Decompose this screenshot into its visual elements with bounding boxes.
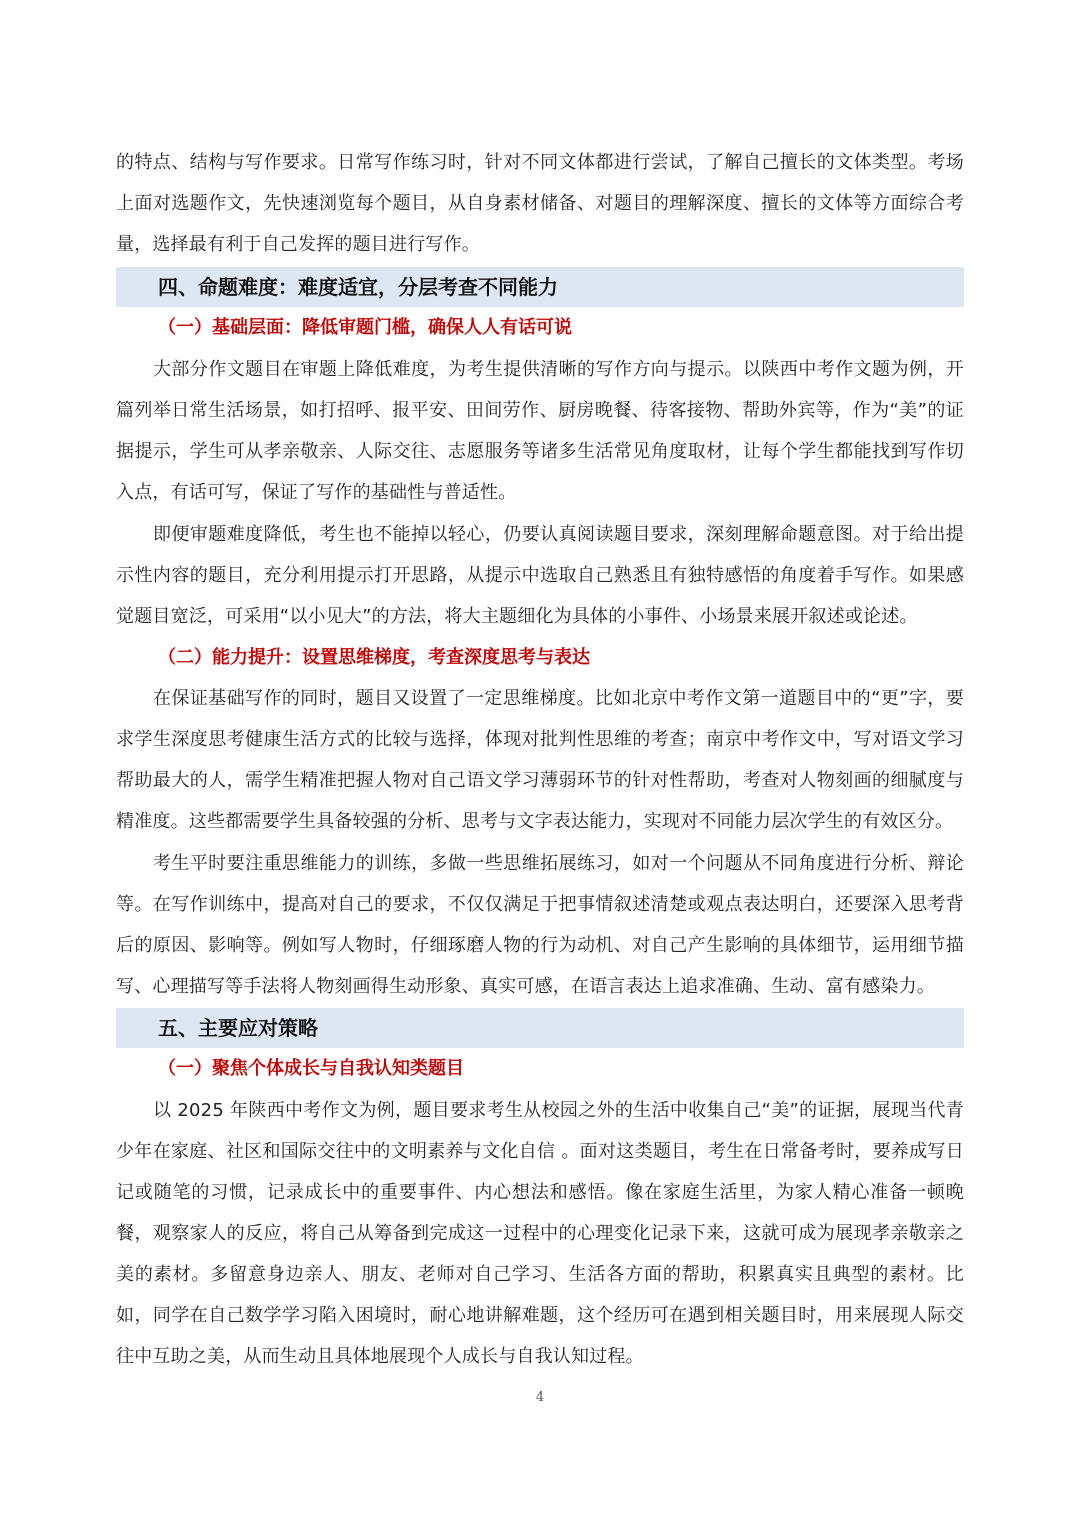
section-4-heading: 四、命题难度：难度适宜，分层考查不同能力 xyxy=(116,267,964,307)
section-4-2-subheading: （二）能力提升：设置思维梯度，考查深度思考与表达 xyxy=(158,647,590,668)
section-4-2-paragraph-2: 考生平时要注重思维能力的训练，多做一些思维拓展练习，如对一个问题从不同角度进行分析、辩论等。在写作训练中，提高对自己的要求，不仅仅满足于把事情叙述清楚或观点表达明白，还要深入思考背后的原因、影响等。例如写人物时，仔细琢磨人物的行为动机、对自己产生影响的具体细节，运用细节描写、心理描写等手法将人物刻画得生动形象、真实可感，在语言表达上追求准确、生动、富有感染力。 xyxy=(116,853,964,997)
section-5-1-paragraph-1: 以 2025 年陕西中考作文为例，题目要求考生从校园之外的生活中收集自己“美”的证据，展现当代青少年在家庭、社区和国际交往中的文明素养与文化自信 。面对这类题目，考生在日常备考时，要养成写日记或随笔的习惯，记录成长中的重要事件、内心想法和感悟。像在家庭生活里，为家人精心准备一顿晚餐，观察家人的反应，将自己从筹备到完成这一过程中的心理变化记录下来，这就可成为展现孝亲敬亲之美的素材。多留意身边亲人、朋友、老师对自己学习、生活各方面的帮助，积累真实且典型的素材。比如，同学在自己数学学习陷入困境时，耐心地讲解难题，这个经历可在遇到相关题目时，用来展现人际交往中互助之美，从而生动且具体地展现个人成长与自我认知过程。 xyxy=(116,1100,964,1367)
intro-paragraph: 的特点、结构与写作要求。日常写作练习时，针对不同文体都进行尝试，了解自己擅长的文体类型。考场上面对选题作文，先快速浏览每个题目，从自身素材储备、对题目的理解深度、擅长的文体等方面综合考量，选择最有利于自己发挥的题目进行写作。 xyxy=(116,152,964,255)
section-5-1-subheading: （一）聚焦个体成长与自我认知类题目 xyxy=(158,1058,464,1079)
page-number: 4 xyxy=(535,1390,545,1405)
section-4-1-paragraph-1: 大部分作文题目在审题上降低难度，为考生提供清晰的写作方向与提示。以陕西中考作文题为例，开篇列举日常生活场景，如打招呼、报平安、田间劳作、厨房晚餐、待客接物、帮助外宾等，作为“美”的证据提示，学生可从孝亲敬亲、人际交往、志愿服务等诸多生活常见角度取材，让每个学生都能找到写作切入点，有话可写，保证了写作的基础性与普适性。 xyxy=(116,359,964,503)
section-5-heading: 五、主要应对策略 xyxy=(116,1008,964,1048)
section-4-2-paragraph-1: 在保证基础写作的同时，题目又设置了一定思维梯度。比如北京中考作文第一道题目中的“更”字，要求学生深度思考健康生活方式的比较与选择，体现对批判性思维的考查；南京中考作文中，写对语文学习帮助最大的人，需学生精准把握人物对自己语文学习薄弱环节的针对性帮助，考查对人物刻画的细腻度与精准度。这些都需要学生具备较强的分析、思考与文字表达能力，实现对不同能力层次学生的有效区分。 xyxy=(116,688,964,832)
section-4-1-subheading: （一）基础层面：降低审题门槛，确保人人有话可说 xyxy=(158,317,572,338)
section-4-1-paragraph-2: 即便审题难度降低，考生也不能掉以轻心，仍要认真阅读题目要求，深刻理解命题意图。对于给出提示性内容的题目，充分利用提示打开思路，从提示中选取自己熟悉且有独特感悟的角度着手写作。如果感觉题目宽泛，可采用“以小见大”的方法，将大主题细化为具体的小事件、小场景来展开叙述或论述。 xyxy=(116,524,964,627)
